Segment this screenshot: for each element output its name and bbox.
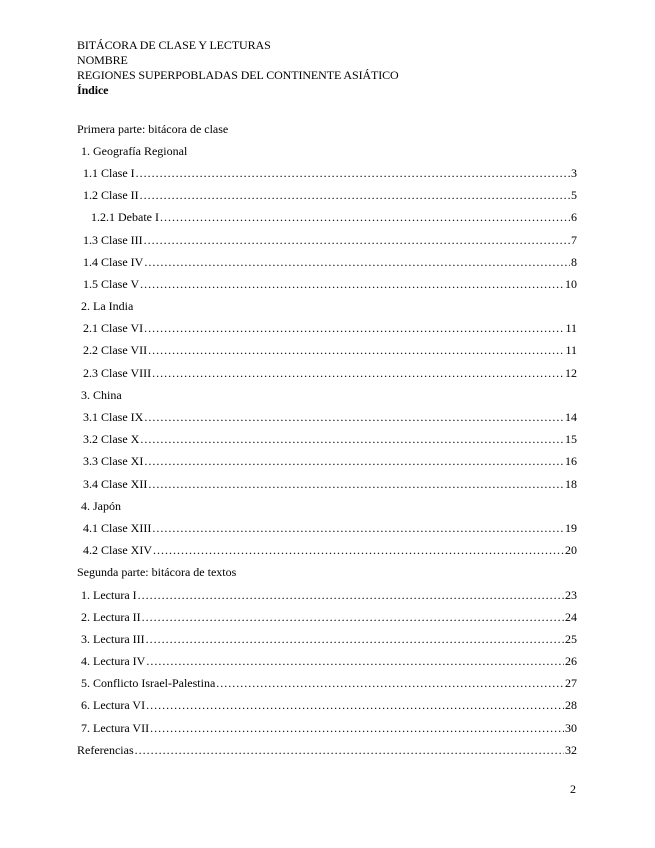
toc-leader [150, 721, 564, 736]
toc-entry[interactable]: Referencias ..... 32 [77, 739, 577, 761]
toc-section-heading: 3. China [81, 387, 122, 402]
toc-leader [140, 277, 564, 292]
toc-entry[interactable]: 2.3 Clase VIII ..... 12 [77, 362, 577, 384]
toc-leader [152, 521, 564, 536]
toc-leader [153, 543, 564, 558]
toc-leader [144, 255, 570, 270]
toc-entry[interactable]: 2.1 Clase VI ..... 11 [77, 318, 577, 340]
toc-leader [144, 410, 564, 425]
toc-leader [144, 454, 564, 469]
toc-leader [140, 188, 570, 203]
toc-section-heading: 1. Geografía Regional [81, 143, 188, 158]
author-name: NOMBRE [77, 53, 128, 67]
toc-entry[interactable]: 1.4 Clase IV ..... 8 [77, 251, 577, 273]
toc-entry[interactable]: 1.1 Clase I ..... 3 [77, 162, 577, 184]
toc-leader [138, 588, 564, 603]
page-number: 2 [570, 782, 576, 796]
toc-entry[interactable]: 5. Conflicto Israel-Palestina ..... 27 [77, 673, 577, 695]
toc-part-heading: Primera parte: bitácora de clase [77, 121, 229, 136]
toc-entry[interactable]: 1.5 Clase V ..... 10 [77, 273, 577, 295]
toc-leader [146, 698, 564, 713]
toc-leader [216, 676, 564, 691]
toc-leader [140, 432, 564, 447]
index-heading: Índice [77, 83, 109, 97]
toc-entry[interactable]: 3.2 Clase X ..... 15 [77, 429, 577, 451]
toc-section-heading: 4. Japón [81, 498, 121, 513]
toc-entry[interactable]: 1. Lectura I ..... 23 [77, 584, 577, 606]
toc-leader [146, 654, 564, 669]
toc-leader [142, 610, 564, 625]
toc-leader [148, 343, 564, 358]
toc-section-heading: 2. La India [81, 299, 134, 314]
document-header [77, 38, 399, 98]
toc-entry[interactable]: 7. Lectura VII ..... 30 [77, 717, 577, 739]
toc-part-heading: Segunda parte: bitácora de textos [77, 565, 237, 580]
toc-entry[interactable]: 1.2.1 Debate I ..... 6 [77, 207, 577, 229]
toc-leader [148, 477, 564, 492]
toc-leader [144, 233, 570, 248]
toc-entry[interactable]: 3.3 Clase XI ..... 16 [77, 451, 577, 473]
toc-entry[interactable]: 6. Lectura VI ..... 28 [77, 695, 577, 717]
table-of-contents [77, 118, 577, 761]
toc-entry[interactable]: 1.2 Clase II ..... 5 [77, 185, 577, 207]
toc-leader [135, 743, 564, 758]
toc-entry[interactable]: 2.2 Clase VII ..... 11 [77, 340, 577, 362]
toc-leader [146, 632, 564, 647]
toc-leader [152, 366, 564, 381]
toc-entry[interactable]: 3. Lectura III ..... 25 [77, 628, 577, 650]
toc-leader [160, 210, 570, 225]
toc-entry[interactable]: 3.4 Clase XII ..... 18 [77, 473, 577, 495]
toc-entry[interactable]: 2. Lectura II ..... 24 [77, 606, 577, 628]
toc-entry[interactable]: 4.2 Clase XIV ..... 20 [77, 540, 577, 562]
toc-entry[interactable]: 1.3 Clase III ..... 7 [77, 229, 577, 251]
toc-leader [144, 321, 564, 336]
doc-title: BITÁCORA DE CLASE Y LECTURAS [77, 38, 271, 52]
doc-subtitle: REGIONES SUPERPOBLADAS DEL CONTINENTE ASIÁTICO [77, 68, 399, 82]
toc-entry[interactable]: 4.1 Clase XIII ..... 19 [77, 517, 577, 539]
toc-entry[interactable]: 3.1 Clase IX ..... 14 [77, 406, 577, 428]
toc-entry[interactable]: 4. Lectura IV ..... 26 [77, 651, 577, 673]
toc-leader [136, 166, 570, 181]
